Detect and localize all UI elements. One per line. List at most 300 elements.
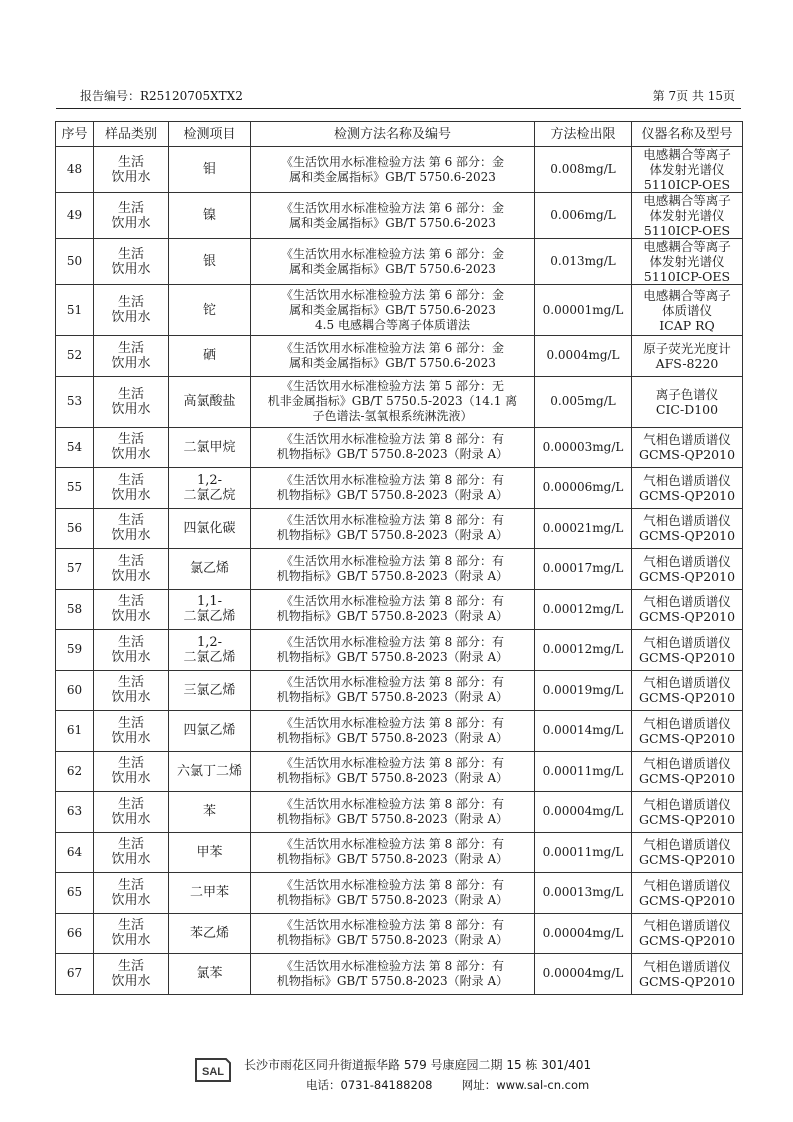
cell-method-line: 属和类金属指标》GB/T 5750.6-2023 bbox=[289, 169, 496, 184]
table-row bbox=[56, 832, 743, 873]
cell-category-line: 饮用水 bbox=[111, 852, 151, 868]
cell-method bbox=[251, 376, 535, 427]
cell-instrument-line: GCMS-QP2010 bbox=[638, 973, 736, 989]
cell-instrument bbox=[632, 630, 743, 671]
cell-method-line: 4.5 电感耦合等离子体质谱法 bbox=[315, 317, 470, 332]
cell-item-line: 苯乙烯 bbox=[189, 925, 229, 941]
cell-method bbox=[251, 427, 535, 468]
cell-category bbox=[94, 589, 169, 630]
cell-instrument-line: 气相色谱质谱仪 bbox=[643, 675, 731, 691]
cell-item bbox=[169, 589, 251, 630]
cell-instrument-line: GCMS-QP2010 bbox=[638, 528, 736, 544]
cell-instrument-line: 电感耦合等离子 bbox=[643, 147, 731, 162]
cell-seq: 61 bbox=[56, 711, 94, 752]
company-contact: 电话：0731-84188208 网址：www.sal-cn.com bbox=[306, 1078, 590, 1092]
cell-instrument-line: 电感耦合等离子 bbox=[643, 193, 731, 208]
cell-limit: 0.00017mg/L bbox=[535, 549, 632, 590]
cell-instrument-line: GCMS-QP2010 bbox=[638, 771, 736, 787]
cell-seq: 56 bbox=[56, 508, 94, 549]
cell-category-line: 饮用水 bbox=[111, 447, 151, 463]
cell-method bbox=[251, 630, 535, 671]
cell-category bbox=[94, 792, 169, 833]
page-footer bbox=[0, 1050, 793, 1100]
cell-seq: 66 bbox=[56, 913, 94, 954]
cell-limit: 0.00019mg/L bbox=[535, 670, 632, 711]
cell-item-line: 甲苯 bbox=[196, 844, 223, 860]
cell-category bbox=[94, 468, 169, 509]
cell-item bbox=[169, 193, 251, 239]
cell-method-line: 机物指标》GB/T 5750.8-2023（附录 A） bbox=[276, 973, 509, 988]
cell-category-line: 饮用水 bbox=[111, 933, 151, 949]
cell-method-line: 《生活饮用水标准检验方法 第 8 部分：有 bbox=[280, 472, 505, 487]
table-row bbox=[56, 589, 743, 630]
cell-method-line: 《生活饮用水标准检验方法 第 8 部分：有 bbox=[280, 513, 505, 528]
cell-seq: 54 bbox=[56, 427, 94, 468]
table-row bbox=[56, 670, 743, 711]
cell-method-line: 机物指标》GB/T 5750.8-2023（附录 A） bbox=[276, 568, 509, 583]
test-methods-table bbox=[55, 121, 743, 995]
cell-method-line: 《生活饮用水标准检验方法 第 8 部分：有 bbox=[280, 877, 505, 892]
cell-method-line: 《生活饮用水标准检验方法 第 8 部分：有 bbox=[280, 958, 505, 973]
report-number: 报告编号：R25120705XTX2 bbox=[80, 89, 243, 103]
cell-method bbox=[251, 873, 535, 914]
cell-category bbox=[94, 954, 169, 995]
cell-method-line: 《生活饮用水标准检验方法 第 8 部分：有 bbox=[280, 918, 505, 933]
cell-method-line: 《生活饮用水标准检验方法 第 6 部分：金 bbox=[280, 154, 505, 169]
cell-item-line: 二甲苯 bbox=[189, 885, 229, 901]
cell-method bbox=[251, 239, 535, 285]
cell-method-line: 机物指标》GB/T 5750.8-2023（附录 A） bbox=[276, 933, 509, 948]
company-address: 长沙市雨花区同升街道振华路 579 号康庭园二期 15 栋 301/401 bbox=[244, 1058, 592, 1072]
cell-method bbox=[251, 508, 535, 549]
cell-instrument bbox=[632, 468, 743, 509]
cell-instrument-line: GCMS-QP2010 bbox=[638, 447, 736, 463]
table-row bbox=[56, 336, 743, 377]
cell-item-line: 1,1- bbox=[196, 594, 223, 610]
cell-instrument-line: 气相色谱质谱仪 bbox=[643, 796, 731, 812]
cell-seq: 58 bbox=[56, 589, 94, 630]
cell-category bbox=[94, 193, 169, 239]
cell-instrument bbox=[632, 670, 743, 711]
cell-instrument bbox=[632, 954, 743, 995]
cell-category bbox=[94, 670, 169, 711]
table-row bbox=[56, 147, 743, 193]
cell-instrument bbox=[632, 873, 743, 914]
cell-category-line: 生活 bbox=[117, 634, 144, 650]
cell-method-line: 《生活饮用水标准检验方法 第 8 部分：有 bbox=[280, 837, 505, 852]
cell-category-line: 生活 bbox=[117, 386, 144, 402]
cell-item-line: 六氯丁二烯 bbox=[176, 763, 242, 779]
cell-instrument-line: 气相色谱质谱仪 bbox=[643, 715, 731, 731]
cell-instrument bbox=[632, 427, 743, 468]
cell-item bbox=[169, 508, 251, 549]
cell-category-line: 饮用水 bbox=[111, 528, 151, 544]
cell-instrument bbox=[632, 913, 743, 954]
table-row bbox=[56, 711, 743, 752]
cell-method bbox=[251, 792, 535, 833]
cell-method-line: 《生活饮用水标准检验方法 第 8 部分：有 bbox=[280, 634, 505, 649]
cell-item-line: 高氯酸盐 bbox=[183, 394, 236, 409]
cell-item-line: 镍 bbox=[202, 208, 216, 223]
cell-item bbox=[169, 711, 251, 752]
cell-category-line: 生活 bbox=[117, 837, 144, 853]
cell-seq: 55 bbox=[56, 468, 94, 509]
cell-limit: 0.0004mg/L bbox=[535, 336, 632, 377]
cell-item bbox=[169, 792, 251, 833]
cell-item bbox=[169, 913, 251, 954]
cell-method bbox=[251, 711, 535, 752]
cell-category-line: 生活 bbox=[117, 796, 144, 812]
column-header-method: 检测方法名称及编号 bbox=[251, 122, 535, 147]
cell-category-line: 生活 bbox=[117, 918, 144, 934]
cell-seq: 49 bbox=[56, 193, 94, 239]
cell-instrument-line: 气相色谱质谱仪 bbox=[643, 756, 731, 772]
cell-item bbox=[169, 376, 251, 427]
cell-category bbox=[94, 549, 169, 590]
cell-method bbox=[251, 336, 535, 377]
cell-method-line: 《生活饮用水标准检验方法 第 6 部分：金 bbox=[280, 287, 505, 302]
cell-instrument-line: 原子荧光光度计 bbox=[643, 340, 731, 356]
cell-category-line: 生活 bbox=[117, 154, 144, 170]
cell-method bbox=[251, 832, 535, 873]
cell-method-line: 子色谱法-氢氧根系统淋洗液） bbox=[312, 409, 473, 423]
cell-seq: 50 bbox=[56, 239, 94, 285]
cell-limit: 0.00012mg/L bbox=[535, 589, 632, 630]
cell-instrument-line: 5110ICP-OES bbox=[643, 177, 731, 192]
cell-method-line: 《生活饮用水标准检验方法 第 8 部分：有 bbox=[280, 553, 505, 568]
cell-limit: 0.00004mg/L bbox=[535, 954, 632, 995]
cell-method-line: 属和类金属指标》GB/T 5750.6-2023 bbox=[289, 215, 496, 230]
cell-instrument-line: GCMS-QP2010 bbox=[638, 730, 736, 746]
cell-instrument-line: 气相色谱质谱仪 bbox=[643, 634, 731, 650]
cell-item-line: 氯乙烯 bbox=[189, 561, 229, 577]
cell-instrument-line: GCMS-QP2010 bbox=[638, 852, 736, 868]
cell-method-line: 机物指标》GB/T 5750.8-2023（附录 A） bbox=[276, 649, 509, 664]
cell-item bbox=[169, 336, 251, 377]
cell-instrument-line: 气相色谱质谱仪 bbox=[643, 918, 731, 934]
cell-item-line: 苯 bbox=[202, 804, 216, 820]
cell-category bbox=[94, 751, 169, 792]
cell-instrument bbox=[632, 336, 743, 377]
cell-instrument bbox=[632, 711, 743, 752]
cell-method-line: 机物指标》GB/T 5750.8-2023（附录 A） bbox=[276, 811, 509, 826]
cell-category-line: 饮用水 bbox=[111, 649, 151, 665]
cell-method-line: 机物指标》GB/T 5750.8-2023（附录 A） bbox=[276, 771, 509, 786]
cell-instrument bbox=[632, 792, 743, 833]
cell-instrument bbox=[632, 193, 743, 239]
cell-item bbox=[169, 427, 251, 468]
cell-category bbox=[94, 285, 169, 336]
cell-seq: 63 bbox=[56, 792, 94, 833]
table-row bbox=[56, 630, 743, 671]
table-row bbox=[56, 239, 743, 285]
table-row bbox=[56, 751, 743, 792]
table-row bbox=[56, 954, 743, 995]
cell-seq: 62 bbox=[56, 751, 94, 792]
cell-instrument bbox=[632, 239, 743, 285]
column-header-category: 样品类别 bbox=[94, 122, 169, 147]
cell-category-line: 饮用水 bbox=[111, 310, 151, 325]
cell-instrument bbox=[632, 376, 743, 427]
cell-item-line: 银 bbox=[202, 254, 216, 269]
cell-method-line: 机物指标》GB/T 5750.8-2023（附录 A） bbox=[276, 852, 509, 867]
cell-instrument bbox=[632, 508, 743, 549]
cell-category-line: 饮用水 bbox=[111, 215, 151, 231]
cell-category-line: 饮用水 bbox=[111, 568, 151, 584]
column-header-seq: 序号 bbox=[56, 122, 94, 147]
cell-item bbox=[169, 285, 251, 336]
cell-category-line: 饮用水 bbox=[111, 730, 151, 746]
cell-item-line: 二氯甲烷 bbox=[183, 439, 236, 455]
cell-item bbox=[169, 147, 251, 193]
cell-limit: 0.00014mg/L bbox=[535, 711, 632, 752]
table-row bbox=[56, 376, 743, 427]
cell-item-line: 二氯乙烯 bbox=[183, 609, 236, 625]
cell-method-line: 机物指标》GB/T 5750.8-2023（附录 A） bbox=[276, 528, 509, 543]
cell-category bbox=[94, 630, 169, 671]
cell-limit: 0.013mg/L bbox=[535, 239, 632, 285]
cell-category bbox=[94, 376, 169, 427]
cell-category-line: 饮用水 bbox=[111, 771, 151, 787]
page-number: 第 7页 共 15页 bbox=[652, 89, 735, 103]
cell-method bbox=[251, 193, 535, 239]
cell-method-line: 属和类金属指标》GB/T 5750.6-2023 bbox=[289, 261, 496, 276]
cell-instrument bbox=[632, 589, 743, 630]
cell-category-line: 饮用水 bbox=[111, 892, 151, 908]
cell-seq: 48 bbox=[56, 147, 94, 193]
cell-method bbox=[251, 468, 535, 509]
cell-limit: 0.008mg/L bbox=[535, 147, 632, 193]
column-header-limit: 方法检出限 bbox=[535, 122, 632, 147]
cell-item-line: 二氯乙烯 bbox=[183, 649, 236, 665]
table-row bbox=[56, 427, 743, 468]
cell-limit: 0.00003mg/L bbox=[535, 427, 632, 468]
cell-method bbox=[251, 147, 535, 193]
cell-instrument-line: CIC-D100 bbox=[655, 401, 719, 417]
cell-seq: 53 bbox=[56, 376, 94, 427]
cell-instrument-line: GCMS-QP2010 bbox=[638, 811, 736, 827]
cell-seq: 51 bbox=[56, 285, 94, 336]
cell-category-line: 饮用水 bbox=[111, 609, 151, 625]
cell-instrument-line: 体发射光谱仪 bbox=[649, 208, 725, 223]
cell-limit: 0.00004mg/L bbox=[535, 913, 632, 954]
cell-instrument bbox=[632, 549, 743, 590]
table-header-row bbox=[56, 122, 743, 147]
cell-method-line: 《生活饮用水标准检验方法 第 8 部分：有 bbox=[280, 796, 505, 811]
cell-instrument-line: GCMS-QP2010 bbox=[638, 892, 736, 908]
cell-category bbox=[94, 336, 169, 377]
cell-limit: 0.006mg/L bbox=[535, 193, 632, 239]
cell-instrument-line: GCMS-QP2010 bbox=[638, 649, 736, 665]
cell-category-line: 生活 bbox=[117, 877, 144, 893]
cell-method bbox=[251, 589, 535, 630]
cell-category-line: 生活 bbox=[117, 295, 144, 310]
table-row bbox=[56, 549, 743, 590]
cell-instrument-line: 气相色谱质谱仪 bbox=[643, 432, 731, 448]
cell-instrument-line: 气相色谱质谱仪 bbox=[643, 472, 731, 488]
cell-item-line: 1,2- bbox=[196, 634, 223, 650]
cell-method bbox=[251, 670, 535, 711]
cell-method bbox=[251, 954, 535, 995]
sal-logo-icon bbox=[192, 1057, 232, 1083]
cell-method-line: 《生活饮用水标准检验方法 第 6 部分：金 bbox=[280, 340, 505, 355]
cell-method bbox=[251, 549, 535, 590]
cell-method-line: 机物指标》GB/T 5750.8-2023（附录 A） bbox=[276, 892, 509, 907]
cell-category-line: 饮用水 bbox=[111, 401, 151, 417]
column-header-item: 检测项目 bbox=[169, 122, 251, 147]
cell-category bbox=[94, 147, 169, 193]
cell-category-line: 生活 bbox=[117, 472, 144, 488]
cell-instrument-line: GCMS-QP2010 bbox=[638, 568, 736, 584]
cell-method-line: 《生活饮用水标准检验方法 第 6 部分：金 bbox=[280, 200, 505, 215]
cell-method-line: 《生活饮用水标准检验方法 第 8 部分：有 bbox=[280, 675, 505, 690]
cell-instrument-line: 体质谱仪 bbox=[661, 302, 712, 318]
cell-method-line: 《生活饮用水标准检验方法 第 6 部分：金 bbox=[280, 246, 505, 261]
cell-category-line: 生活 bbox=[117, 513, 144, 529]
cell-method-line: 机非金属指标》GB/T 5750.5-2023（14.1 离 bbox=[267, 394, 518, 408]
table-row bbox=[56, 873, 743, 914]
cell-category-line: 生活 bbox=[117, 675, 144, 691]
cell-seq: 57 bbox=[56, 549, 94, 590]
cell-category bbox=[94, 427, 169, 468]
cell-category bbox=[94, 711, 169, 752]
cell-category-line: 生活 bbox=[117, 958, 144, 974]
cell-category bbox=[94, 832, 169, 873]
cell-limit: 0.00013mg/L bbox=[535, 873, 632, 914]
cell-category-line: 饮用水 bbox=[111, 169, 151, 185]
cell-instrument-line: 体发射光谱仪 bbox=[649, 162, 725, 177]
logo-text: SAL bbox=[202, 1066, 224, 1078]
cell-item-line: 氯苯 bbox=[196, 966, 223, 982]
cell-instrument-line: 气相色谱质谱仪 bbox=[643, 553, 731, 569]
cell-instrument bbox=[632, 147, 743, 193]
cell-item bbox=[169, 751, 251, 792]
cell-limit: 0.00011mg/L bbox=[535, 751, 632, 792]
cell-instrument-line: 离子色谱仪 bbox=[655, 386, 719, 402]
cell-item bbox=[169, 239, 251, 285]
table-body bbox=[56, 147, 743, 995]
cell-item-line: 硒 bbox=[202, 348, 216, 364]
cell-instrument bbox=[632, 751, 743, 792]
cell-instrument-line: 5110ICP-OES bbox=[643, 223, 731, 238]
cell-seq: 52 bbox=[56, 336, 94, 377]
cell-instrument bbox=[632, 285, 743, 336]
cell-item-line: 三氯乙烯 bbox=[183, 682, 236, 698]
header-divider bbox=[56, 108, 741, 109]
cell-instrument-line: 电感耦合等离子 bbox=[643, 287, 731, 303]
cell-item bbox=[169, 670, 251, 711]
cell-category-line: 生活 bbox=[117, 756, 144, 772]
cell-limit: 0.00004mg/L bbox=[535, 792, 632, 833]
cell-instrument-line: 气相色谱质谱仪 bbox=[643, 837, 731, 853]
cell-limit: 0.00006mg/L bbox=[535, 468, 632, 509]
cell-seq: 65 bbox=[56, 873, 94, 914]
cell-category-line: 饮用水 bbox=[111, 811, 151, 827]
cell-item-line: 四氯化碳 bbox=[183, 520, 236, 536]
cell-method bbox=[251, 751, 535, 792]
cell-limit: 0.00012mg/L bbox=[535, 630, 632, 671]
cell-limit: 0.005mg/L bbox=[535, 376, 632, 427]
cell-instrument bbox=[632, 832, 743, 873]
cell-category-line: 生活 bbox=[117, 246, 144, 262]
cell-item bbox=[169, 630, 251, 671]
column-header-instrument: 仪器名称及型号 bbox=[632, 122, 743, 147]
cell-instrument-line: 电感耦合等离子 bbox=[643, 239, 731, 254]
cell-seq: 64 bbox=[56, 832, 94, 873]
cell-instrument-line: AFS-8220 bbox=[655, 355, 719, 371]
cell-seq: 60 bbox=[56, 670, 94, 711]
cell-method-line: 属和类金属指标》GB/T 5750.6-2023 bbox=[289, 302, 496, 317]
cell-category-line: 生活 bbox=[117, 594, 144, 610]
cell-method-line: 《生活饮用水标准检验方法 第 5 部分：无 bbox=[280, 379, 505, 393]
cell-item-line: 钼 bbox=[202, 162, 216, 177]
cell-item bbox=[169, 954, 251, 995]
cell-category-line: 生活 bbox=[117, 432, 144, 448]
cell-instrument-line: 体发射光谱仪 bbox=[649, 254, 725, 269]
cell-category-line: 饮用水 bbox=[111, 261, 151, 277]
cell-category bbox=[94, 239, 169, 285]
cell-instrument-line: GCMS-QP2010 bbox=[638, 933, 736, 949]
cell-method-line: 机物指标》GB/T 5750.8-2023（附录 A） bbox=[276, 487, 509, 502]
cell-instrument-line: 气相色谱质谱仪 bbox=[643, 513, 731, 529]
cell-item-line: 铊 bbox=[202, 302, 216, 318]
cell-limit: 0.00001mg/L bbox=[535, 285, 632, 336]
cell-item bbox=[169, 468, 251, 509]
cell-method-line: 《生活饮用水标准检验方法 第 8 部分：有 bbox=[280, 756, 505, 771]
table-row bbox=[56, 508, 743, 549]
cell-category-line: 生活 bbox=[117, 715, 144, 731]
cell-item bbox=[169, 832, 251, 873]
cell-category-line: 生活 bbox=[117, 553, 144, 569]
cell-category-line: 饮用水 bbox=[111, 355, 151, 371]
table-row bbox=[56, 193, 743, 239]
cell-method-line: 机物指标》GB/T 5750.8-2023（附录 A） bbox=[276, 690, 509, 705]
cell-category-line: 生活 bbox=[117, 340, 144, 356]
table-row bbox=[56, 468, 743, 509]
cell-seq: 59 bbox=[56, 630, 94, 671]
cell-category-line: 生活 bbox=[117, 200, 144, 216]
cell-item-line: 四氯乙烯 bbox=[183, 723, 236, 739]
cell-category-line: 饮用水 bbox=[111, 690, 151, 706]
cell-seq: 67 bbox=[56, 954, 94, 995]
page-header bbox=[80, 84, 735, 106]
cell-method-line: 属和类金属指标》GB/T 5750.6-2023 bbox=[289, 355, 496, 370]
cell-category-line: 饮用水 bbox=[111, 487, 151, 503]
cell-instrument-line: 5110ICP-OES bbox=[643, 269, 731, 284]
cell-instrument-line: GCMS-QP2010 bbox=[638, 690, 736, 706]
cell-method bbox=[251, 285, 535, 336]
table-row bbox=[56, 792, 743, 833]
cell-instrument-line: 气相色谱质谱仪 bbox=[643, 877, 731, 893]
cell-category-line: 饮用水 bbox=[111, 973, 151, 989]
cell-instrument-line: 气相色谱质谱仪 bbox=[643, 594, 731, 610]
cell-method-line: 《生活饮用水标准检验方法 第 8 部分：有 bbox=[280, 715, 505, 730]
cell-instrument-line: GCMS-QP2010 bbox=[638, 487, 736, 503]
cell-item bbox=[169, 873, 251, 914]
cell-category bbox=[94, 913, 169, 954]
cell-instrument-line: GCMS-QP2010 bbox=[638, 609, 736, 625]
cell-instrument-line: 气相色谱质谱仪 bbox=[643, 958, 731, 974]
cell-method-line: 机物指标》GB/T 5750.8-2023（附录 A） bbox=[276, 609, 509, 624]
cell-method-line: 机物指标》GB/T 5750.8-2023（附录 A） bbox=[276, 447, 509, 462]
cell-item bbox=[169, 549, 251, 590]
cell-method bbox=[251, 913, 535, 954]
cell-category bbox=[94, 873, 169, 914]
cell-method-line: 《生活饮用水标准检验方法 第 8 部分：有 bbox=[280, 594, 505, 609]
table-row bbox=[56, 285, 743, 336]
cell-item-line: 1,2- bbox=[196, 472, 223, 488]
cell-limit: 0.00011mg/L bbox=[535, 832, 632, 873]
